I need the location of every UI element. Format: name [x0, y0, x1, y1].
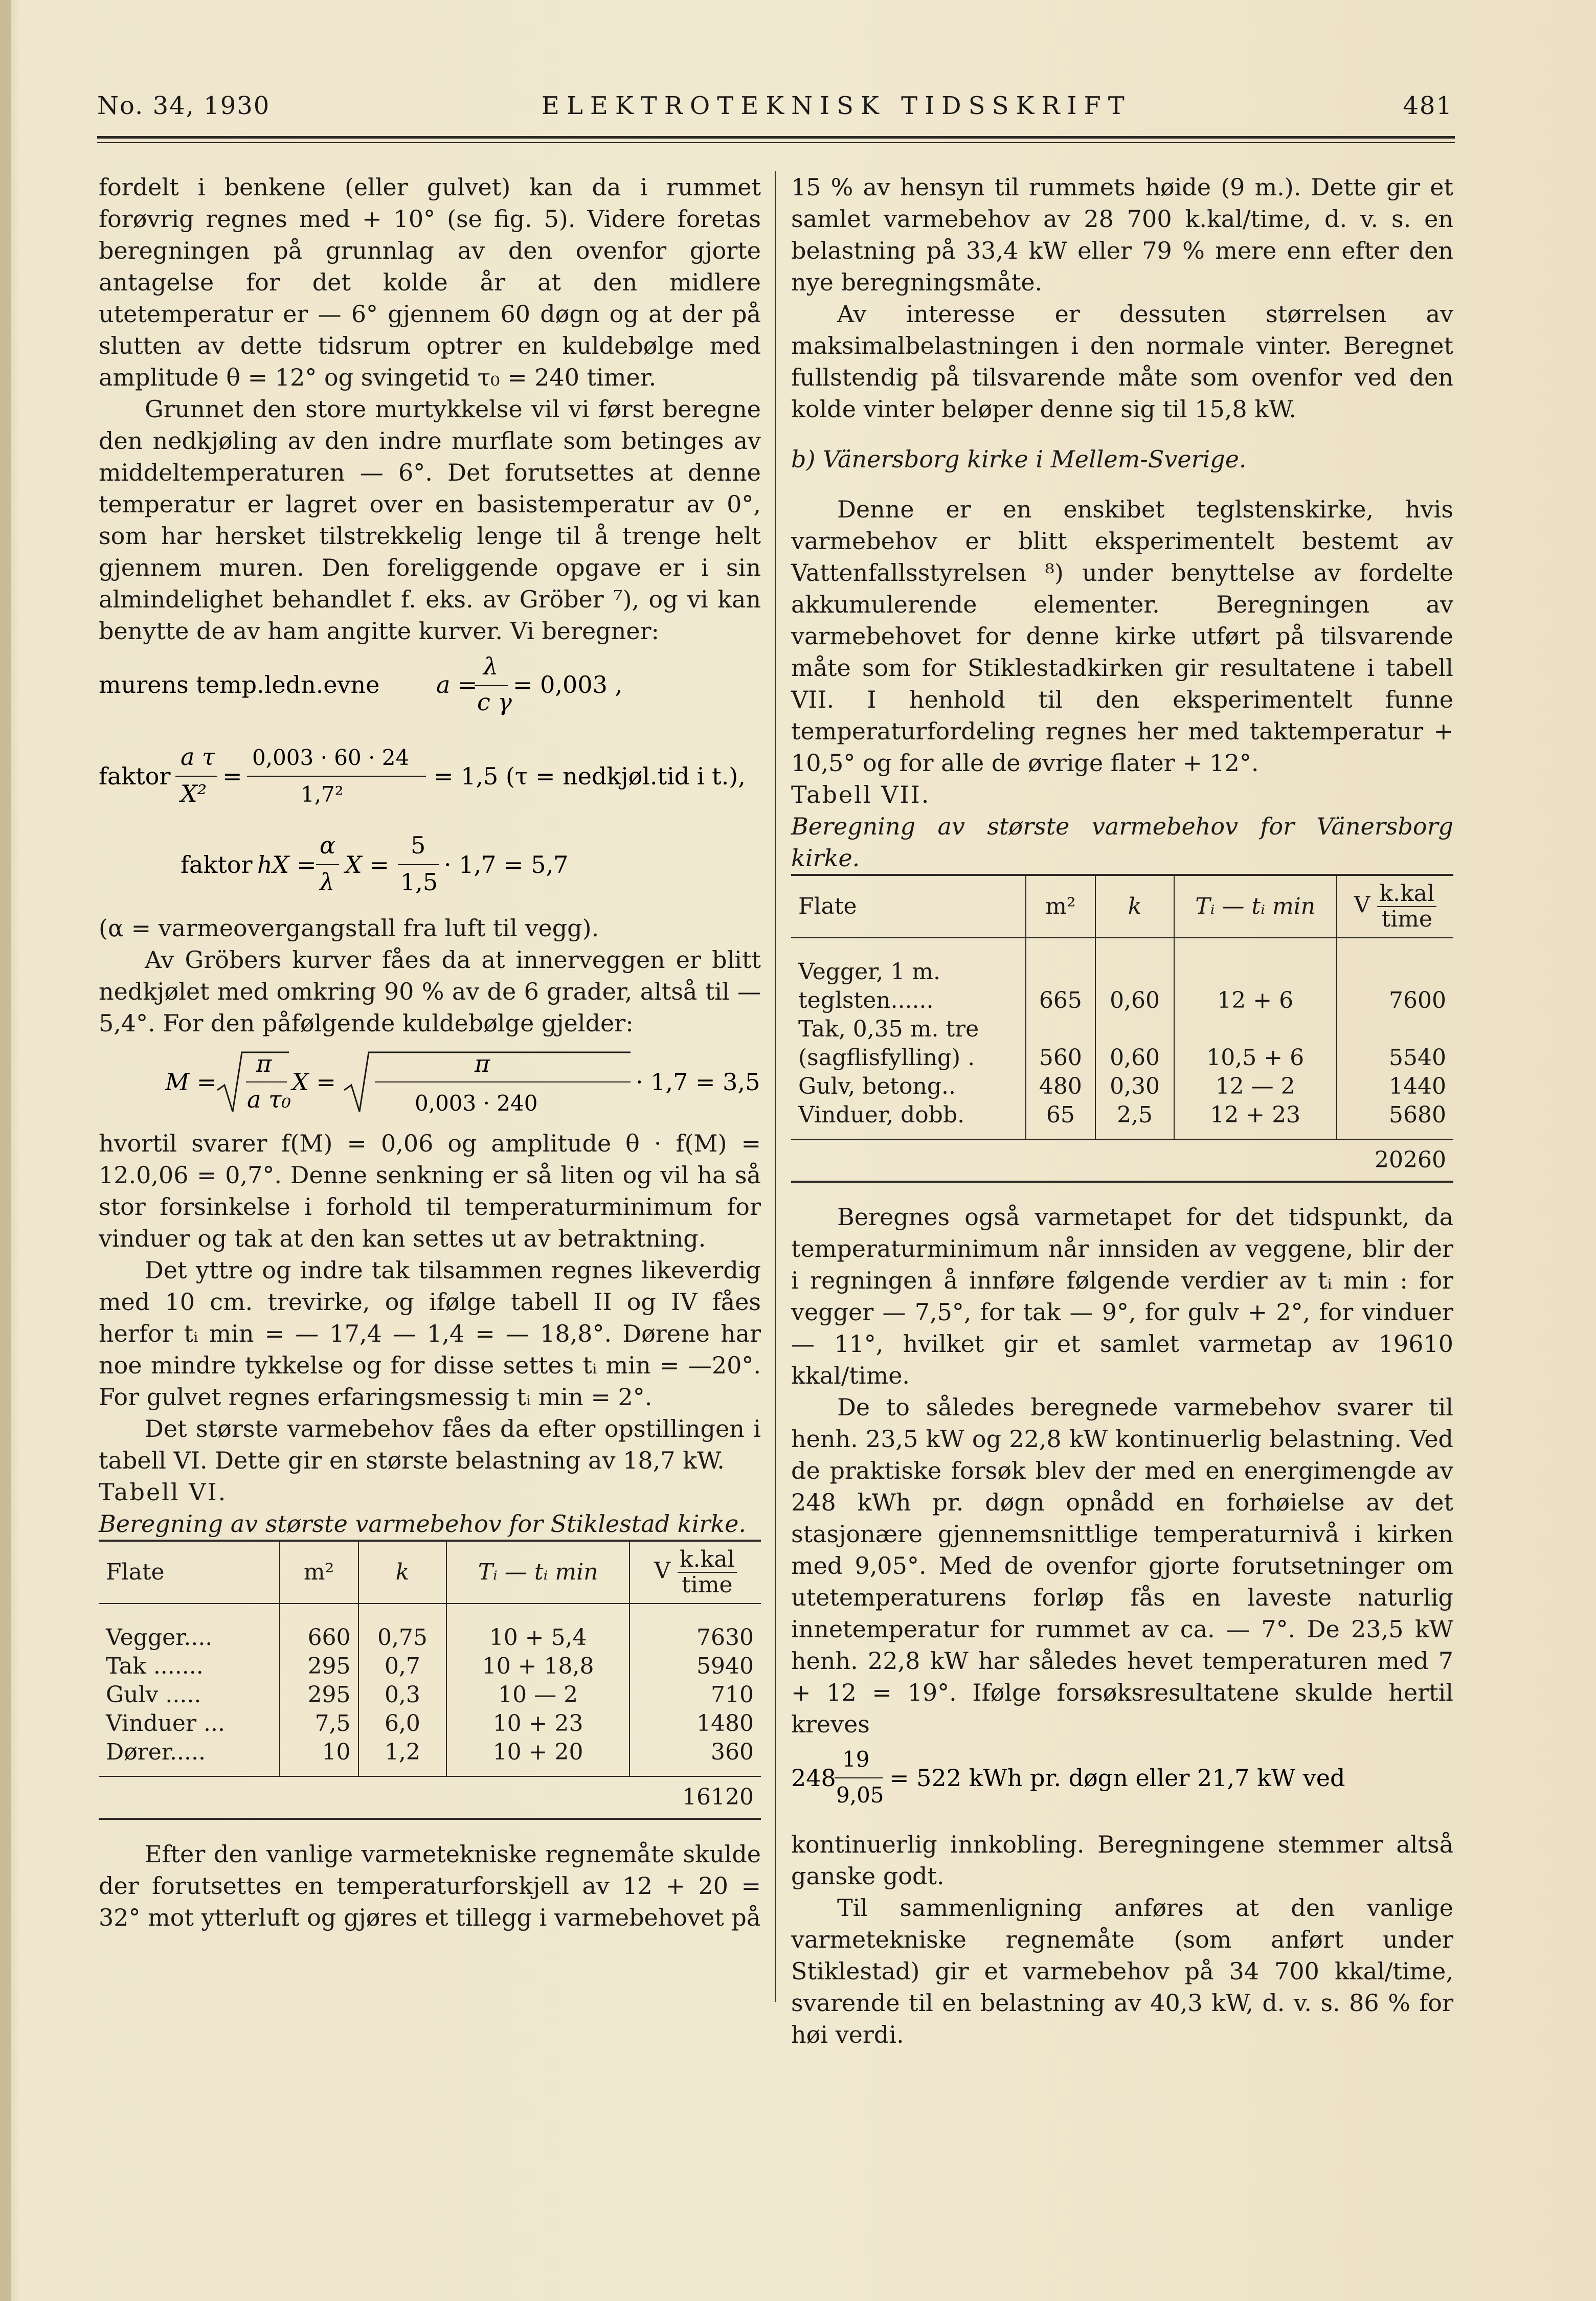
column-header: m²: [1026, 875, 1096, 938]
column-header: Flate: [791, 875, 1026, 938]
table-row: Vinduer ... 7,5 6,0 10 + 23 1480: [99, 1709, 761, 1738]
issue-label: No. 34, 1930: [97, 92, 271, 120]
column-header: m²: [280, 1541, 358, 1604]
formula-mid: X =: [292, 1068, 336, 1096]
paragraph: Av Gröbers kurver fåes da at innerveggen er blitt nedkjølet med omkring 90 % av de 6 grader, altså til — 5,4°. For den påfølgende kuldebølge gjelder:: [99, 946, 761, 1037]
table-vanersborg: [791, 874, 1453, 1183]
formula-mid: X =: [345, 851, 389, 878]
formula-numerator: λ: [483, 654, 499, 680]
paragraph: 15 % av hensyn til rummets høide (9 m.). Dette gir et samlet varmebehov av 28 700 k.kal/time, d. v. s. en belastning på 33,4 kW eller 79 % mere enn efter den nye beregningsmåte.: [791, 173, 1453, 296]
formula-factor-hx: [99, 831, 761, 897]
formula-numerator-2: 5: [411, 831, 426, 859]
page-number: 481: [1403, 92, 1453, 120]
formula-rhs: · 1,7 = 5,7: [444, 851, 569, 878]
column-header: k: [1095, 875, 1174, 938]
table-total: 20260: [791, 1139, 1453, 1182]
table-row: Dører..... 10 1,2 10 + 20 360: [99, 1738, 761, 1776]
formula-lhs: 248: [791, 1764, 836, 1792]
table-row: Vegger.... 660 0,75 10 + 5,4 7630: [99, 1623, 761, 1652]
formula-denominator: c γ: [477, 688, 512, 716]
formula-denominator-2: 0,003 · 240: [415, 1091, 538, 1113]
table-row: Gulv, betong.. 480 0,30 12 — 2 1440: [791, 1072, 1453, 1101]
header-rule-thick: [97, 136, 1455, 139]
table-caption: Beregning av største varmebehov for Vänersborg kirke.: [791, 813, 1453, 872]
paragraph: De to således beregnede varmebehov svarer til henh. 23,5 kW og 22,8 kW kontinuerlig belastning. Ved de praktiske forsøk blev der med en energimengde av 248 kWh pr. døgn opnådd en forhøielse av det stasjonære gjennemsnittlige temperaturnivå i kirken med 9,05°. Med de ovenfor gjorte forutsetninger om utetemperaturens forløp fås en laveste naturlig innetemperatur for rummet av ca. — 7°. De 23,5 kW henh. 22,8 kW har således hevet temperaturen med 7 + 12 = 19°. Ifølge forsøksresultatene skulde hertil kreves: [791, 1393, 1453, 1738]
formula-numerator-2: π: [475, 1050, 490, 1077]
table-row: Vegger, 1 m.: [791, 958, 1453, 986]
column-header: Tᵢ — tᵢ min: [446, 1541, 630, 1604]
table-title: Tabell VII.: [791, 781, 931, 808]
table-title: Tabell VI.: [99, 1478, 228, 1506]
formula-energy: [791, 1747, 1453, 1814]
paragraph: Til sammenligning anføres at den vanlige varmetekniske regnemåte (som anført under Stiklestad) gir et varmebehov på 34 700 kkal/time, svarende til en belastning av 40,3 kW, d. v. s. 86 % for høi verdi.: [791, 1894, 1453, 2048]
journal-title: ELEKTROTEKNISK TIDSSKRIFT: [541, 92, 1132, 120]
alpha-note: (α = varmeovergangstall fra luft til vegg).: [99, 914, 599, 942]
formula-label: faktor: [181, 851, 253, 878]
table-total: 16120: [99, 1776, 761, 1819]
formula-mid-numerator: 0,003 · 60 · 24: [252, 745, 410, 770]
paragraph: fordelt i benkene (eller gulvet) kan da i rummet forøvrig regnes med + 10° (se fig. 5). Videre foretas beregningen på grunnlag av den ovenfor gjorte antagelse for det kolde år at den midlere utetemperatur er — 6° gjennem 60 døgn og at der på slutten av dette tidsrum optrer en kuldebølge med amplitude θ = 12° og svingetid τ₀ = 240 timer.: [99, 173, 761, 391]
formula-denominator: a τ₀: [247, 1086, 291, 1113]
paragraph: Beregnes også varmetapet for det tidspunkt, da temperaturminimum når innsiden av veggene, blir der i regningen å innføre følgende verdier av tᵢ min : for vegger — 7,5°, for tak — 9°, for gulv + 2°, for vinduer — 11°, hvilket gir et samlet varmetap av 19610 kkal/time.: [791, 1203, 1453, 1389]
formula-rhs: = 0,003 ,: [513, 671, 623, 698]
paragraph: Det største varmebehov fåes da efter opstillingen i tabell VI. Dette gir en største belastning av 18,7 kW.: [99, 1415, 761, 1474]
formula-lhs: M =: [165, 1068, 217, 1096]
table-stiklestad: [99, 1540, 761, 1820]
column-header: V k.kal time: [1337, 875, 1453, 938]
formula-numerator: 19: [842, 1747, 870, 1772]
formula-numerator: a τ: [181, 743, 215, 771]
table-row: Vinduer, dobb. 65 2,5 12 + 23 5680: [791, 1101, 1453, 1139]
formula-lhs: a =: [436, 671, 478, 698]
running-header: [97, 88, 1453, 124]
table-row: Tak, 0,35 m. tre: [791, 1015, 1453, 1044]
formula-rhs: = 1,5 (τ = nedkjøl.tid i t.),: [434, 762, 746, 790]
right-column: [791, 171, 1453, 2050]
formula-rhs: = 522 kWh pr. døgn eller 21,7 kW ved: [889, 1764, 1345, 1792]
formula-m: [99, 1046, 761, 1113]
formula-denominator: 9,05: [836, 1783, 884, 1808]
column-header: V k.kal time: [630, 1541, 761, 1604]
column-header: Tᵢ — tᵢ min: [1174, 875, 1337, 938]
formula-lhs: hX =: [257, 851, 317, 878]
formula-mid-denominator: 1,7²: [301, 782, 344, 807]
formula-numerator: π: [256, 1050, 272, 1077]
column-header: k: [358, 1541, 447, 1604]
section-subheading: b) Vänersborg kirke i Mellem-Sverige.: [791, 445, 1247, 473]
formula-denominator: X²: [181, 780, 207, 807]
formula-label: faktor: [99, 762, 171, 790]
paragraph: Denne er en enskibet teglstenskirke, hvis varmebehov er blitt eksperimentelt bestemt av Vattenfallsstyrelsen ⁸) under benyttelse av fordelte akkumulerende elementer. Beregningen av varmebehovet for denne kirke utført på tilsvarende måte som for Stiklestadkirken gir resultatene i tabell VII. I henhold til den eksperimentelt funne temperaturfordeling regnes her med taktemperatur + 10,5° og for alle de øvrige flater + 12°.: [791, 495, 1453, 777]
page-spine-shadow: [0, 0, 11, 2301]
table-row: Gulv ..... 295 0,3 10 — 2 710: [99, 1681, 761, 1709]
paragraph: hvortil svarer f(M) = 0,06 og amplitude θ · f(M) = 12.0,06 = 0,7°. Denne senkning er så liten og vil ha så stor forsinkelse i forhold til temperaturminimum for vinduer og tak at den kan settes ut av betraktning.: [99, 1130, 761, 1252]
paragraph: Grunnet den store murtykkelse vil vi først beregne den nedkjøling av den indre murflate som betinges av middeltemperaturen — 6°. Det forutsettes at denne temperatur er lagret over en basistemperatur av 0°, som har hersket tilstrekkelig lenge til å trenge helt gjennem muren. Den foreliggende opgave er i sin almindelighet behandlet f. eks. av Gröber ⁷), og vi kan benytte de av ham angitte kurver. Vi beregner:: [99, 395, 761, 645]
paragraph: Av interesse er dessuten størrelsen av maksimalbelastningen i den normale vinter. Beregnet fullstendig på tilsvarende måte som ovenfor ved den kolde vinter beløper denne sig til 15,8 kW.: [791, 300, 1453, 423]
paragraph: kontinuerlig innkobling. Beregningene stemmer altså ganske godt.: [791, 1831, 1453, 1890]
header-rule-thin: [97, 142, 1455, 143]
formula-rhs: · 1,7 = 3,5,: [636, 1068, 761, 1096]
column-header: Flate: [99, 1541, 280, 1604]
formula-label: murens temp.ledn.evne: [99, 671, 380, 698]
table-row: Tak ....... 295 0,7 10 + 18,8 5940: [99, 1652, 761, 1681]
formula-denominator-2: 1,5: [400, 868, 438, 896]
paragraph: Det yttre og indre tak tilsammen regnes likeverdig med 10 cm. trevirke, og ifølge tabell II og IV fåes herfor tᵢ min = — 17,4 — 1,4 = — 18,8°. Dørene har noe mindre tykkelse og for disse settes tᵢ min = —20°. For gulvet regnes erfaringsmessig tᵢ min = 2°.: [99, 1256, 761, 1411]
table-caption: Beregning av største varmebehov for Stiklestad kirke.: [99, 1510, 747, 1538]
paragraph: Efter den vanlige varmetekniske regnemåte skulde der forutsettes en temperaturforskjell av 12 + 20 = 32° mot ytterluft og gjøres et tillegg i varmebehovet på: [99, 1840, 761, 1931]
table-row: (sagflisfylling) . 560 0,60 10,5 + 6 5540: [791, 1044, 1453, 1072]
svg-text:=: =: [222, 762, 242, 790]
formula-denominator: λ: [320, 868, 335, 896]
table-total-row: [791, 1139, 1453, 1182]
formula-numerator: α: [320, 831, 336, 859]
formula-factor-a-tau: [99, 742, 761, 809]
table-total-row: [99, 1776, 761, 1819]
table-row: teglsten...... 665 0,60 12 + 6 7600: [791, 986, 1453, 1015]
formula-thermal-diffusivity: [99, 654, 761, 720]
column-divider: [775, 171, 776, 2002]
left-column: [99, 171, 761, 1933]
